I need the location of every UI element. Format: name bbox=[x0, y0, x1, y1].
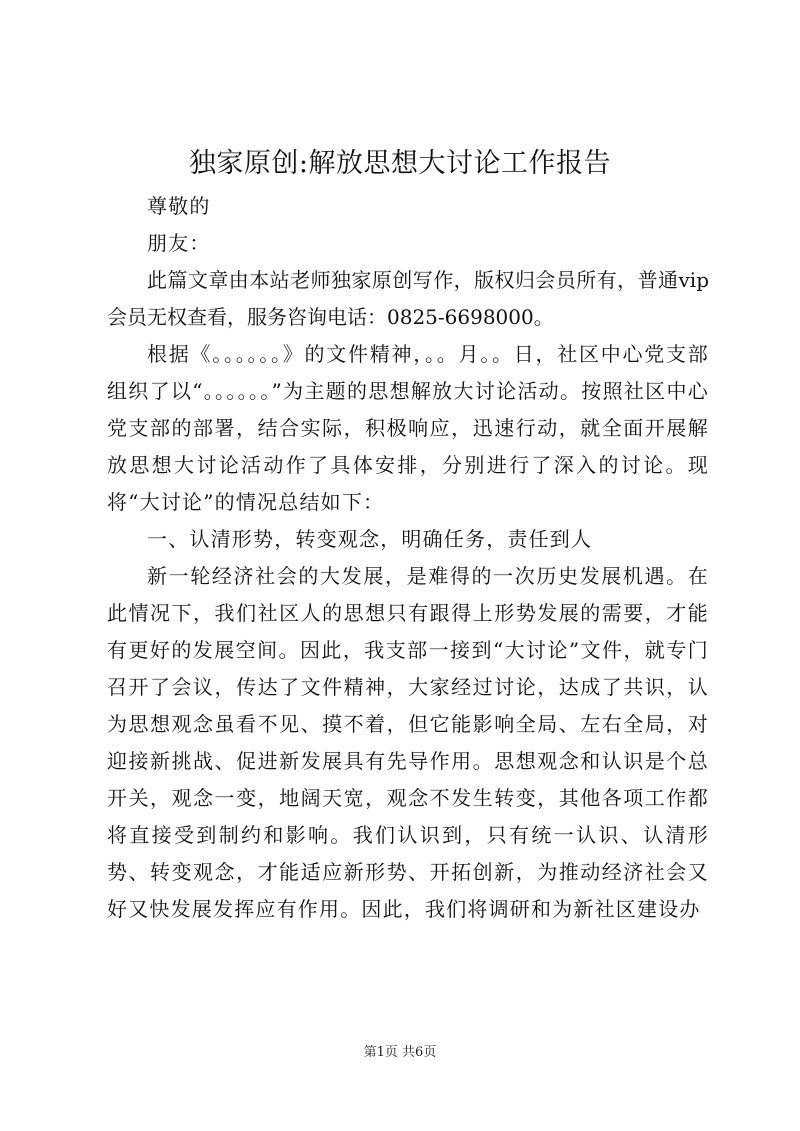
document-body bbox=[107, 188, 709, 928]
section-1-paragraph: 新一轮经济社会的大发展，是难得的一次历史发展机遇。在此情况下，我们社区人的思想只有跟得上形势发展的需要，才能有更好的发展空间。因此，我支部一接到“大讨论”文件，就专门召开了会议，传达了文件精神，大家经过讨论，达成了共识，认为思想观念虽看不见、摸不着，但它能影响全局、左右全局，对迎接新挑战、促进新发展具有先导作用。思想观念和认识是个总开关，观念一变，地阔天宽，观念不发生转变，其他各项工作都将直接受到制约和影响。我们认识到，只有统一认识、认清形势、转变观念，才能适应新形势、开拓创新，为推动经济社会又好又快发展发挥应有作用。因此，我们将调研和为新社区建设办 bbox=[107, 564, 709, 921]
section-heading-1: 一、认清形势，转变观念，明确任务，责任到人 bbox=[147, 527, 593, 551]
copyright-notice-paragraph: 此篇文章由本站老师独家原创写作，版权归会员所有，普通vip会员无权查看，服务咨询电话：0825-6698000。 bbox=[107, 268, 709, 329]
intro-paragraph: 根据《。。。。。。》的文件精神，。。月。。日，社区中心党支部组织了以“。。。。。。”为主题的思想解放大讨论活动。按照社区中心党支部的部署，结合实际，积极响应，迅速行动，就全面开展解放思想大讨论活动作了具体安排，分别进行了深入的讨论。现将“大讨论”的情况总结如下： bbox=[107, 342, 709, 514]
page-number-footer: 第1页 共6页 bbox=[363, 1045, 437, 1060]
salutation-line-1: 尊敬的 bbox=[147, 194, 211, 218]
document-title: 独家原创:解放思想大讨论工作报告 bbox=[188, 148, 612, 179]
salutation-line-2: 朋友： bbox=[147, 231, 211, 255]
